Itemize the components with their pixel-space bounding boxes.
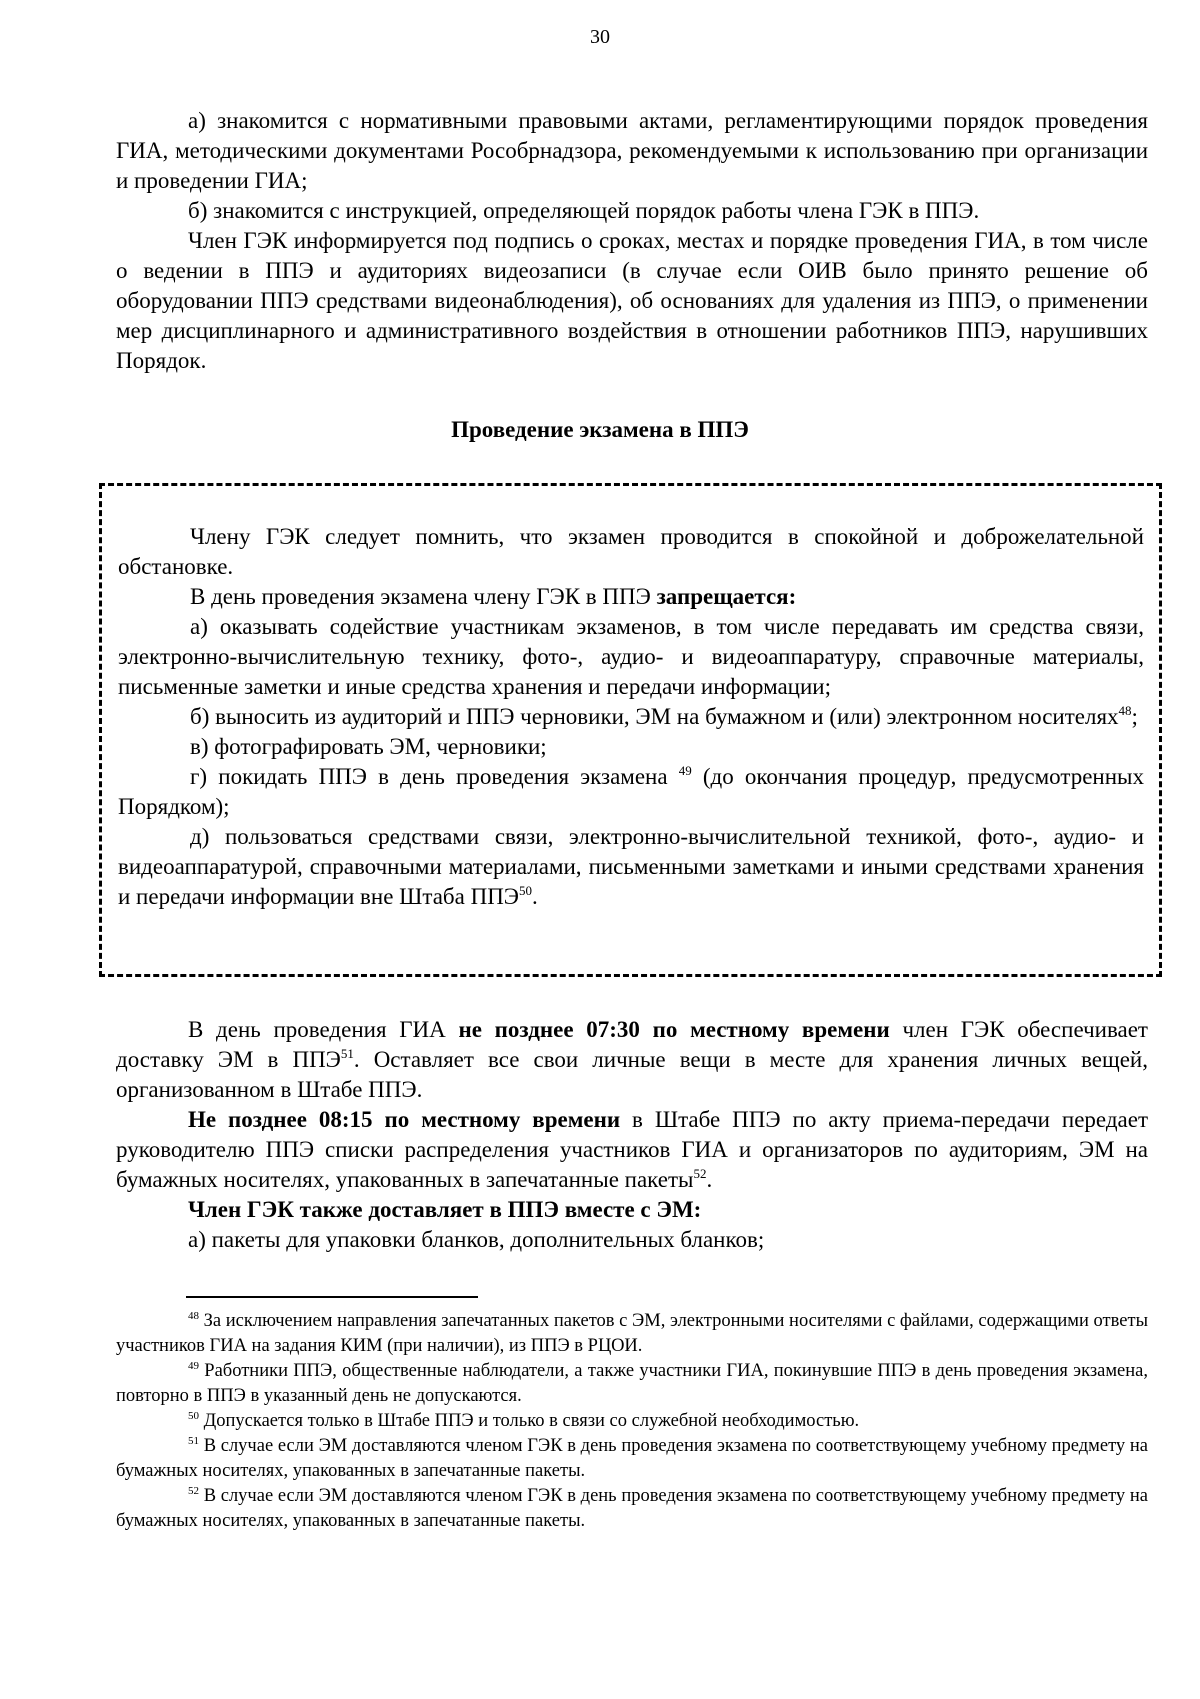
item-d-end: . [531, 884, 538, 909]
footnote-text: За исключением направления запечатанных пакетов с ЭМ, электронными носителями с файлами, содержащими ответы участников ГИА на задания КИМ (при наличии), из ППЭ в РЦОИ. [116, 1311, 1148, 1356]
notice-calm-paragraph: Члену ГЭК следует помнить, что экзамен проводится в спокойной и доброжелательной обстановке. [118, 524, 1144, 579]
item-b-text: б) выносить из аудиторий и ППЭ черновики, ЭМ на бумажном и (или) электронном носителях [190, 704, 1119, 729]
p1-mid: член ГЭК обеспечивает доставку ЭМ в ППЭ [116, 1017, 1148, 1072]
notice-item-g [118, 762, 1144, 822]
delivery-paragraph-1 [116, 1015, 1148, 1105]
item-g-text: г) покидать ППЭ в день проведения экзамена [190, 764, 679, 789]
p2-mid: в Штабе ППЭ по акту приема-передачи передает руководителю ППЭ списки распределения участников ГИА и организаторов по аудиториям, ЭМ на бумажных носителях, упакованных в запечатанные пакеты [116, 1107, 1148, 1192]
footnote-ref-50: 50 [518, 883, 532, 898]
delivery-paragraph-2 [116, 1105, 1148, 1195]
footnote-text: Допускается только в Штабе ППЭ и только в связи со служебной необходимостью. [199, 1411, 860, 1431]
footnote-number: 49 [188, 1360, 199, 1372]
footnote-49 [116, 1359, 1148, 1409]
notice-item-a: а) оказывать содействие участникам экзаменов, в том числе передавать им средства связи, электронно-вычислительную технику, фото-, аудио- и видеоаппаратуру, справочные материалы, письменные заметки и иные средства хранения и передачи информации; [118, 614, 1144, 699]
footnote-51 [116, 1434, 1148, 1484]
delivery-paragraph-4: а) пакеты для упаковки бланков, дополнительных бланков; [188, 1227, 765, 1252]
footnote-ref-52: 52 [693, 1166, 707, 1181]
p2-end: . [706, 1167, 713, 1192]
p1-start: В день проведения ГИА [188, 1017, 459, 1042]
footnote-ref-48: 48 [1118, 703, 1132, 718]
section-heading: Проведение экзамена в ППЭ [451, 417, 749, 442]
paragraph-b-instruction: б) знакомится с инструкцией, определяющей порядок работы члена ГЭК в ППЭ. [188, 198, 980, 223]
footnote-text: В случае если ЭМ доставляются членом ГЭК в день проведения экзамена по соответствующему учебному предмету на бумажных носителях, упакованных в запечатанные пакеты. [116, 1436, 1148, 1481]
footnote-number: 51 [188, 1435, 199, 1447]
footnote-number: 50 [188, 1410, 199, 1422]
notice-box [99, 483, 1162, 977]
delivery-paragraph-3 [116, 1195, 1148, 1225]
footnote-52 [116, 1484, 1148, 1534]
delivery-section [116, 1015, 1148, 1255]
footnote-ref-51: 51 [340, 1046, 354, 1061]
footnote-text: В случае если ЭМ доставляются членом ГЭК в день проведения экзамена по соответствующему учебному предмету на бумажных носителях, упакованных в запечатанные пакеты. [116, 1486, 1148, 1531]
p3-bold: Член ГЭК также доставляет в ППЭ вместе с ЭМ: [188, 1197, 702, 1222]
item-g-end: (до окончания процедур, предусмотренных Порядком); [118, 764, 1144, 819]
footnote-ref-49: 49 [678, 763, 692, 778]
p1-end: . Оставляет все свои личные вещи в месте для хранения личных вещей, организованном в Штабе ППЭ. [116, 1047, 1148, 1102]
item-d-text: д) пользоваться средствами связи, электронно-вычислительной техникой, фото-, аудио- и видеоаппаратурой, справочными материалами, письменными заметками и иными средствами хранения и передачи информации вне Штаба ППЭ [118, 824, 1144, 909]
p2-deadline-bold: Не позднее 08:15 по местному времени [188, 1107, 621, 1132]
paragraph-a-regulations: а) знакомится с нормативными правовыми актами, регламентирующими порядок проведения ГИА, методическими документами Рособрнадзора, рекомендуемыми к использованию при организации и проведении ГИА; [116, 108, 1148, 193]
item-b-end: ; [1131, 704, 1138, 729]
footnote-50 [116, 1409, 1148, 1434]
notice-item-v: в) фотографировать ЭМ, черновики; [190, 734, 547, 759]
footnote-number: 48 [188, 1310, 199, 1322]
footnotes [116, 1309, 1148, 1534]
page-number: 30 [590, 26, 610, 48]
intro-section [116, 106, 1148, 376]
paragraph-informed: Член ГЭК информируется под подпись о сроках, местах и порядке проведения ГИА, в том числе о ведении в ППЭ и аудиториях видеозаписи (в случае если ОИВ было принято решение об оборудовании ППЭ средствами видеонаблюдения), об основаниях для удаления из ППЭ, о применении мер дисциплинарного и административного воздействия в отношении работников ППЭ, нарушивших Порядок. [116, 228, 1148, 373]
notice-item-d [118, 822, 1144, 912]
footnote-separator [186, 1296, 478, 1298]
prohibited-bold-text: запрещается: [656, 584, 797, 609]
prohibited-intro-text: В день проведения экзамена члену ГЭК в ППЭ [190, 584, 657, 609]
footnote-48 [116, 1309, 1148, 1359]
notice-prohibited-intro [118, 582, 1144, 612]
p1-deadline-bold: не позднее 07:30 по местному времени [458, 1017, 890, 1042]
notice-item-b [118, 702, 1144, 732]
footnote-number: 52 [188, 1485, 199, 1497]
footnote-text: Работники ППЭ, общественные наблюдатели, а также участники ГИА, покинувшие ППЭ в день проведения экзамена, повторно в ППЭ в указанный день не допускаются. [116, 1361, 1148, 1406]
